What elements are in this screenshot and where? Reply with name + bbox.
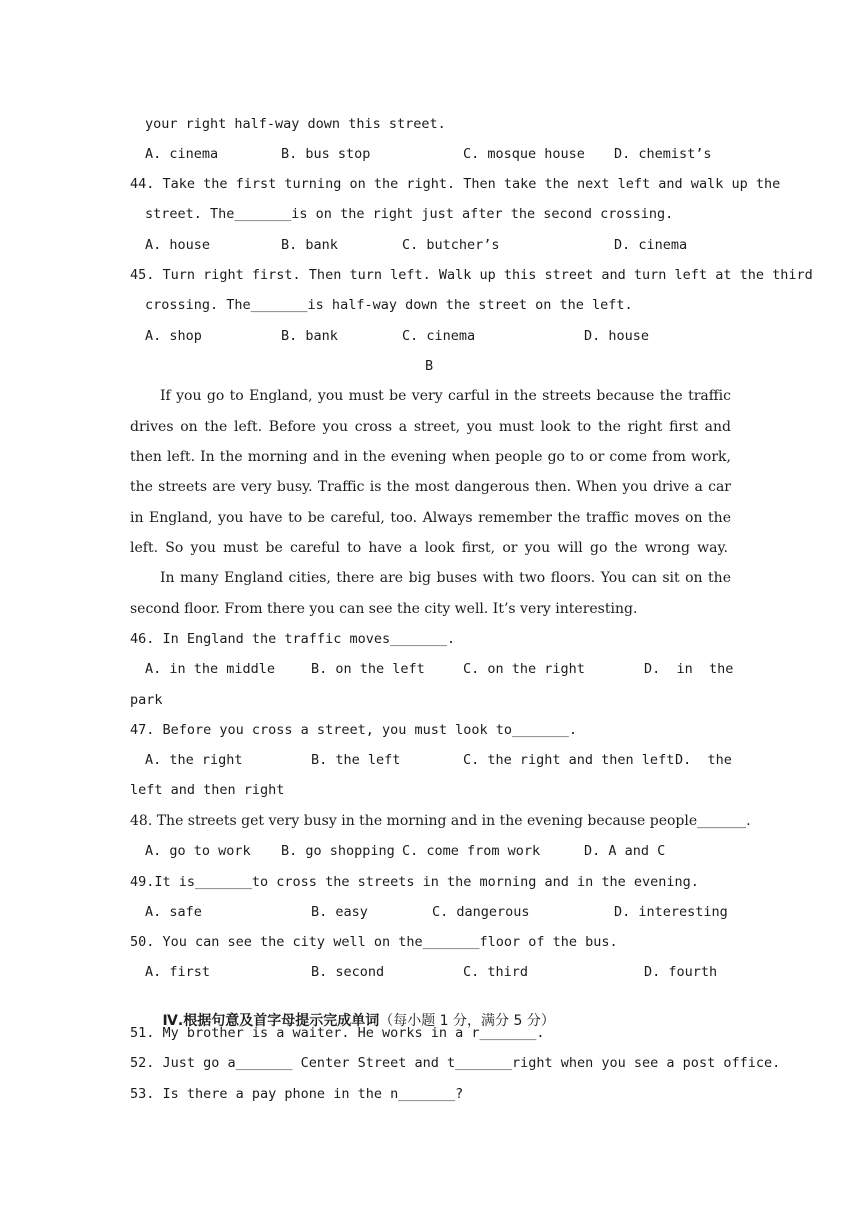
section-b-label: B: [425, 358, 434, 374]
passage-line-5: in England, you have to be careful, too. Always remember the traffic moves on the: [130, 510, 731, 526]
q45-stem-line2: crossing. The_______is half-way down the street on the left.: [145, 297, 633, 313]
q48-option-d: D. A and C: [584, 843, 666, 859]
q43-option-b: B. bus stop: [281, 146, 371, 162]
q49-option-c: C. dangerous: [432, 904, 530, 920]
q45-option-d: D. house: [584, 328, 650, 344]
q47-option-b: B. the left: [311, 752, 401, 768]
q49-stem: 49.It is_______to cross the streets in the morning and in the evening.: [130, 874, 699, 890]
q45-option-b: B. bank: [281, 328, 338, 344]
q49-option-b: B. easy: [311, 904, 368, 920]
q47-option-d: D. the: [675, 752, 732, 768]
q44-stem-line1: 44. Take the first turning on the right. Then take the next left and walk up the: [130, 176, 781, 192]
q48-option-b: B. go shopping: [281, 843, 395, 859]
q47-option-d-wrap: left and then right: [130, 782, 285, 798]
section-4-title: Ⅳ.根据句意及首字母提示完成单词: [162, 1013, 380, 1029]
passage-line-3: then left. In the morning and in the evening when people go to or come from work,: [130, 449, 731, 465]
q47-stem: 47. Before you cross a street, you must look to_______.: [130, 722, 578, 738]
q45-option-c: C. cinema: [402, 328, 476, 344]
q47-option-a: A. the right: [145, 752, 243, 768]
q49-option-a: A. safe: [145, 904, 202, 920]
q50-option-d: D. fourth: [644, 964, 718, 980]
q44-option-a: A. house: [145, 237, 211, 253]
q46-stem: 46. In England the traffic moves_______.: [130, 631, 456, 647]
q43-option-c: C. mosque house: [463, 146, 585, 162]
q44-option-b: B. bank: [281, 237, 338, 253]
q45-stem-line1: 45. Turn right first. Then turn left. Walk up this street and turn left at the third: [130, 267, 813, 283]
q50-option-a: A. first: [145, 964, 211, 980]
q44-option-c: C. butcher’s: [402, 237, 500, 253]
passage-line-4: the streets are very busy. Traffic is the most dangerous then. When you drive a car: [130, 479, 731, 495]
q46-option-d-wrap: park: [130, 692, 163, 708]
passage-line-6: left. So you must be careful to have a look first, or you will go the wrong way.: [130, 540, 728, 556]
q43-option-d: D. chemist’s: [614, 146, 712, 162]
q50-option-c: C. third: [463, 964, 529, 980]
q49-option-d: D. interesting: [614, 904, 728, 920]
q46-option-b: B. on the left: [311, 661, 425, 677]
q47-option-c: C. the right and then left: [463, 752, 675, 768]
q48-option-c: C. come from work: [402, 843, 541, 859]
q48-option-a: A. go to work: [145, 843, 251, 859]
q46-option-d: D. in the: [644, 661, 734, 677]
q44-option-d: D. cinema: [614, 237, 688, 253]
q45-option-a: A. shop: [145, 328, 202, 344]
q51-text: 51. My brother is a waiter. He works in a r_______.: [130, 1025, 545, 1041]
q44-stem-line2: street. The_______is on the right just after the second crossing.: [145, 206, 674, 222]
passage-line-8: second floor. From there you can see the city well. It’s very interesting.: [130, 601, 638, 617]
q46-option-c: C. on the right: [463, 661, 585, 677]
section-4-scoring-note: （每小题 1 分，满分 5 分）: [379, 1013, 555, 1029]
passage-line-7: In many England cities, there are big buses with two floors. You can sit on the: [160, 570, 731, 586]
q43-option-a: A. cinema: [145, 146, 219, 162]
passage-line-1: If you go to England, you must be very carful in the streets because the traffic: [160, 388, 731, 404]
q50-option-b: B. second: [311, 964, 385, 980]
q52-text: 52. Just go a_______ Center Street and t_______right when you see a post office.: [130, 1055, 781, 1071]
q50-stem: 50. You can see the city well on the_______floor of the bus.: [130, 934, 618, 950]
q43-stem-tail: your right half-way down this street.: [145, 116, 446, 132]
passage-line-2: drives on the left. Before you cross a street, you must look to the right first and: [130, 419, 731, 435]
q46-option-a: A. in the middle: [145, 661, 276, 677]
q48-stem: 48. The streets get very busy in the morning and in the evening because people_______.: [130, 813, 751, 829]
q53-text: 53. Is there a pay phone in the n_______?: [130, 1086, 464, 1102]
